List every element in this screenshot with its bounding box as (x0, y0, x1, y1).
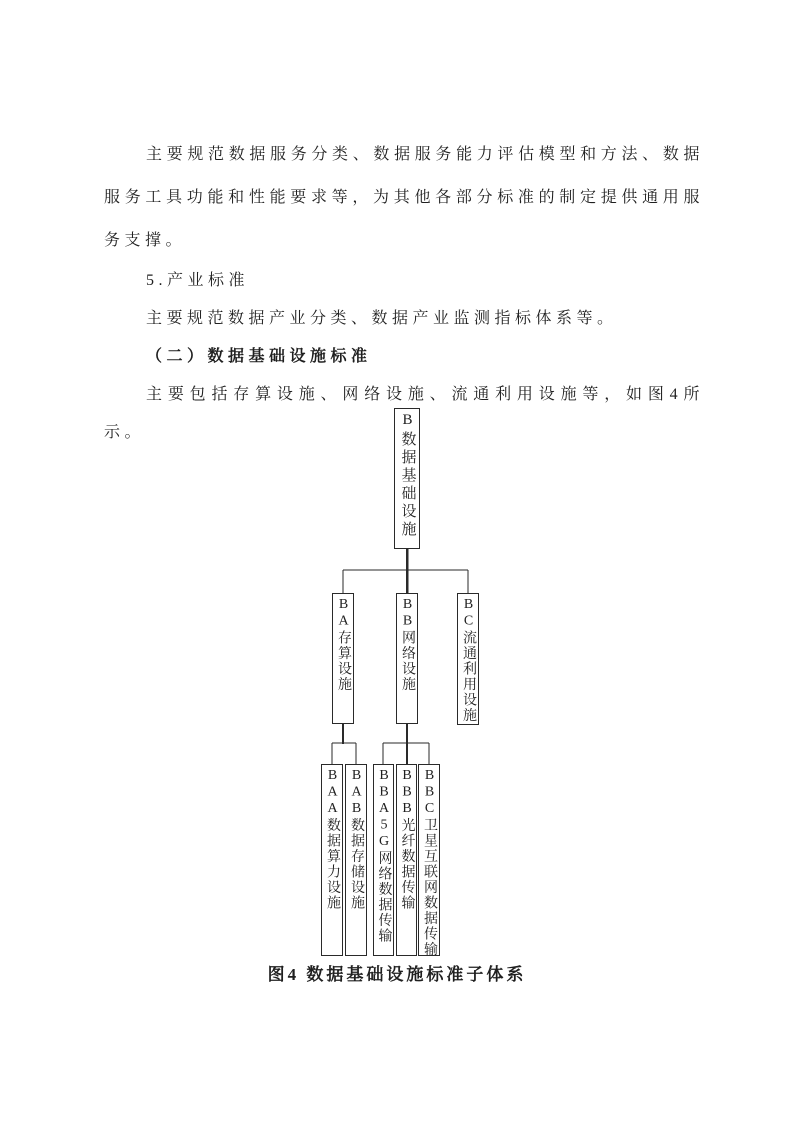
node-bbb-fiber-data-transmission (396, 764, 417, 956)
node-ba-label: BA存算设施 (336, 597, 351, 692)
node-bb-label: BB网络设施 (400, 597, 415, 692)
figure-caption: 图4 数据基础设施标准子体系 (267, 965, 527, 984)
heading-industry-standard: 5.产业标准 (146, 272, 250, 289)
node-bb-network-facilities (396, 593, 418, 724)
node-b-label: B数据基础设施 (399, 412, 416, 539)
node-baa-data-computing-facilities (321, 764, 343, 956)
node-bbc-satellite-internet-data-transmission (418, 764, 440, 956)
node-bc-label: BC流通利用设施 (461, 597, 476, 723)
node-ba-storage-compute-facilities (332, 593, 354, 724)
node-b-data-infrastructure (394, 408, 420, 549)
paragraph-industry-scope: 主要规范数据产业分类、数据产业监测指标体系等。 (146, 310, 618, 327)
node-bba-label: BBA5G网络数据传输 (376, 768, 392, 944)
node-bba-5g-network-data-transmission (373, 764, 394, 956)
node-bbb-label: BBB光纤数据传输 (399, 768, 415, 911)
node-bab-data-storage-facilities (345, 764, 367, 956)
paragraph-infrastructure-scope: 主要包括存算设施、网络设施、流通利用设施等，如图4所示。 (104, 386, 704, 441)
node-bbc-label: BBC卫星互联网数据传输 (422, 768, 437, 957)
node-bab-label: BAB数据存储设施 (349, 768, 364, 911)
heading-section-2-infrastructure: （二）数据基础设施标准 (146, 348, 372, 365)
paragraph-service-scope: 主要规范数据服务分类、数据服务能力评估模型和方法、数据服务工具功能和性能要求等，为其他各部分标准的制定提供通用服务支撑。 (104, 146, 704, 249)
node-baa-label: BAA数据算力设施 (325, 768, 340, 911)
node-bc-circulation-utilization-facilities (457, 593, 479, 725)
